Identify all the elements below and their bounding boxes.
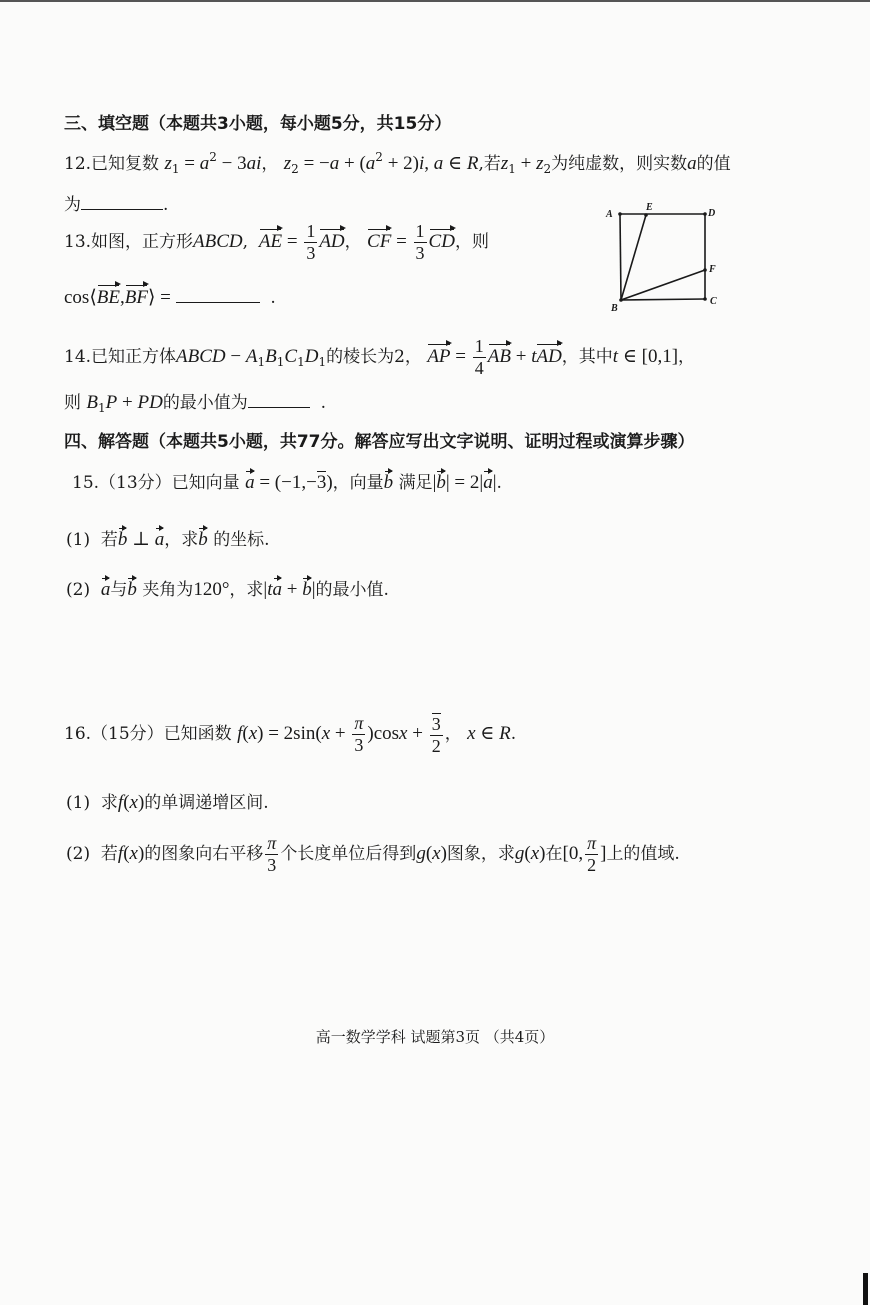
q12-answer-blank[interactable] (81, 195, 163, 210)
q15-part-1: (1) 若b ⊥ a，求b 的坐标. (66, 529, 270, 550)
label-D: D (708, 208, 716, 219)
question-13: 13.如图，正方形ABCD, AE = $\frac{1}{3}$ AD， CF = $\frac{1}{3}$ CD，则 (64, 221, 489, 263)
q15-part-2: (2) a与b 夹角为120°，求|ta + b|的最小值. (66, 579, 389, 600)
label-A: A (606, 209, 613, 220)
scan-border (0, 0, 870, 2)
question-13-cont: cos⟨BE,BF⟩ = . (64, 287, 276, 308)
square-figure (600, 200, 730, 325)
q12-number: 12. (64, 154, 92, 174)
question-16: 16.（15分）已知函数 f(x) = 2sin(x + $\frac{\pi}{3}$ )cosx + $\frac{3}{2}$ ， x ∈ R. (64, 713, 517, 756)
q14-answer-blank[interactable] (248, 393, 310, 408)
page-footer: 高一数学学科 试题第3页 （共4页） (315, 1028, 555, 1046)
question-14-cont: 则 $B_1P$ + PD的最小值为 . (64, 392, 327, 415)
label-B: B (611, 303, 618, 314)
question-12-cont: 为 . (64, 195, 169, 215)
q16-part-2: (2) 若f(x)的图象向右平移 $\frac{\pi}{3}$ 个长度单位后得到g(x)图象，求g(x)在[0, $\frac{\pi}{2}$ ]上的值域. (66, 833, 680, 875)
q16-part-1: (1) 求f(x)的单调递增区间. (66, 792, 269, 813)
section-fill-blank-heading: 三、填空题（本题共3小题，每小题5分，共15分） (64, 114, 452, 134)
section-solve-heading: 四、解答题（本题共5小题，共77分。解答应写出文字说明、证明过程或演算步骤） (64, 432, 695, 452)
question-12: 12.已知复数 $z_1 = a^2 - 3ai$， $z_2 = -a + (a^2 + 2)i$, a ∈ R,若$z_1 + z_2$为纯虚数，则实数a的值 (64, 150, 731, 176)
q13-answer-blank[interactable] (176, 288, 260, 303)
label-F: F (709, 264, 716, 275)
scan-edge-mark (863, 1273, 868, 1305)
question-15: 15.（13分）已知向量 a = (−1,−3)，向量b 满足|b| = 2|a|. (72, 472, 502, 493)
question-14: 14.已知正方体ABCD − $A_1B_1C_1D_1$的棱长为2， AP = $\frac{1}{4}$ AB + tAD，其中t ∈ [0,1]， (64, 336, 696, 378)
label-E: E (646, 202, 653, 213)
label-C: C (710, 296, 717, 307)
square-abcd-diagram (600, 200, 730, 320)
